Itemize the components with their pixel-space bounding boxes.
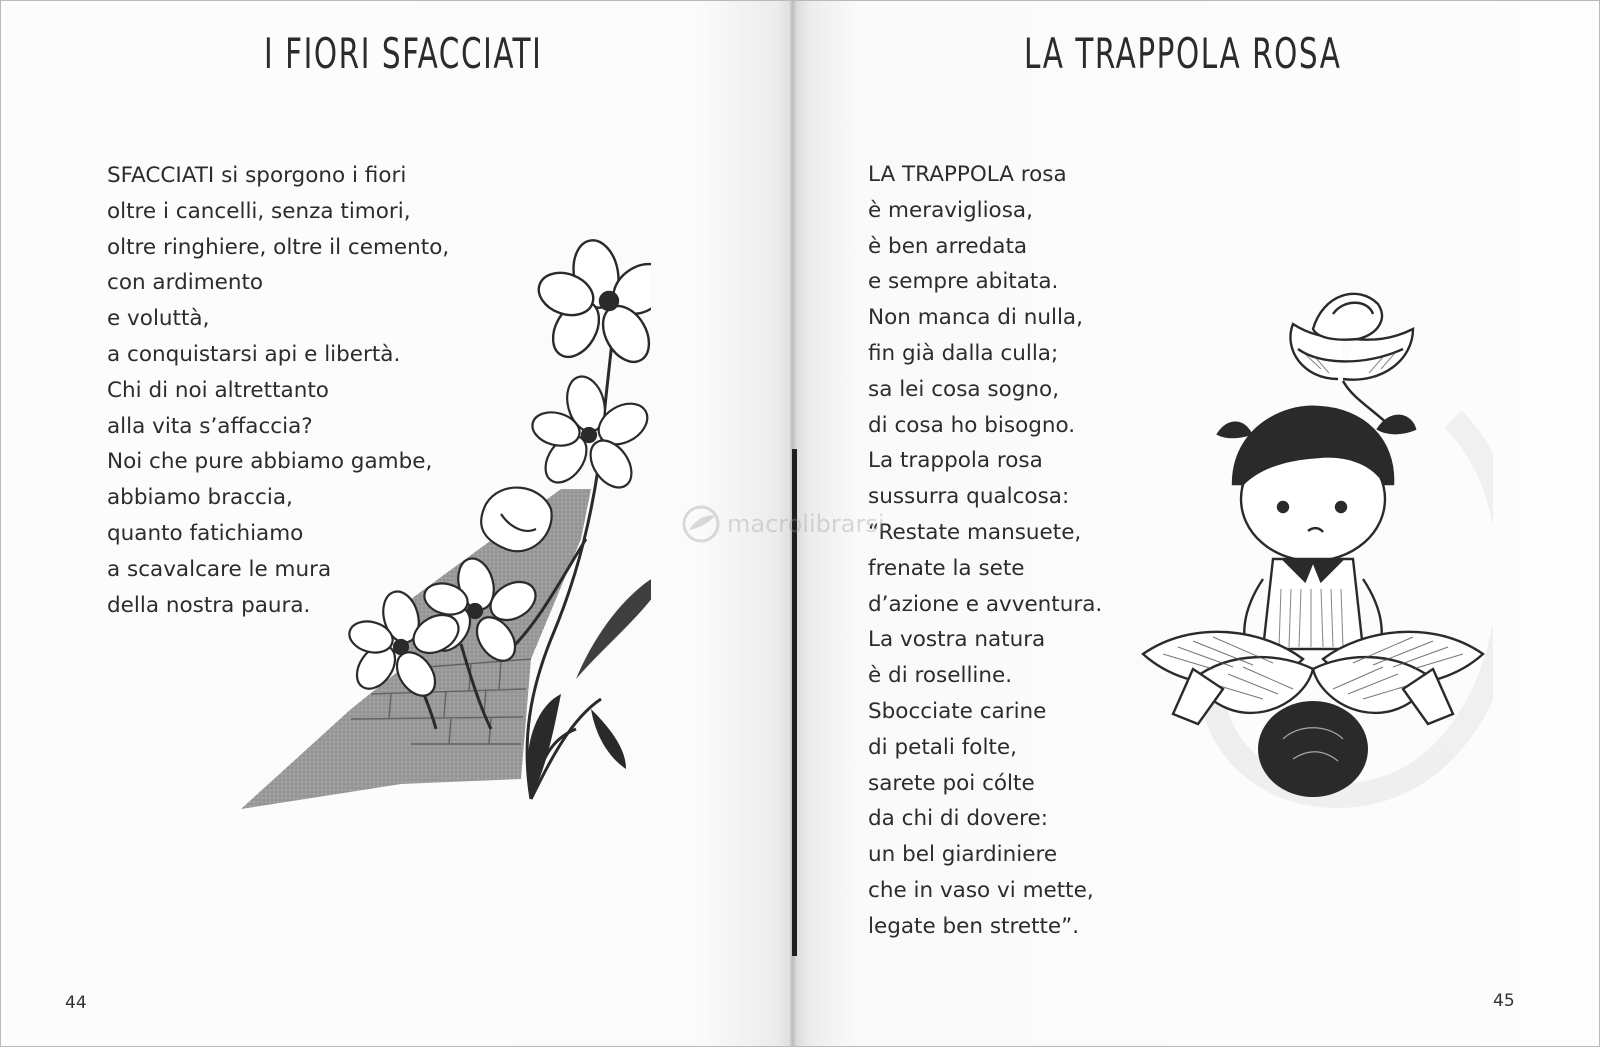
poem-line: LA TRAPPOLA rosa [868,162,1067,187]
girl-in-rose-illustration [1133,269,1493,829]
poem-line: della nostra paura. [107,592,311,618]
flowers-over-wall-illustration [231,239,651,839]
poem-line: abbiamo braccia, [107,485,293,511]
poem-line: è meravigliosa, [868,197,1033,223]
page-title: I FIORI SFACCIATI [264,29,543,78]
poem-line: Noi che pure abbiamo gambe, [107,449,433,475]
page-number: 44 [65,993,87,1013]
poem-line: La trappola rosa [868,448,1043,474]
poem-line: è di roselline. [868,663,1013,689]
poem-line: “Restate mansuete, [868,519,1082,545]
macrolibrarsi-logo-icon [681,504,721,544]
poem-line: frenate la sete [868,555,1025,581]
poem-line: di cosa ho bisogno. [868,412,1076,438]
page-number: 45 [1493,991,1515,1011]
left-page [1,1,793,1046]
poem-line: legate ben strette”. [868,913,1080,939]
page-title: LA TRAPPOLA ROSA [1024,29,1342,78]
poem-line: a scavalcare le mura [107,556,332,582]
poem-line: quanto fatichiamo [107,520,304,546]
poem-line: sarete poi cólte [868,770,1035,796]
poem [868,157,1102,945]
poem-line: e sempre abitata. [868,269,1059,295]
poem-line: SFACCIATI si sporgono i fiori [107,163,407,188]
poem-line: sussurra qualcosa: [868,484,1070,510]
poem-line: con ardimento [107,270,264,296]
poem-line: un bel giardiniere [868,842,1058,868]
watermark-text: macrolibrarsi [727,510,885,538]
poem-line: che in vaso vi mette, [868,877,1094,903]
watermark [681,499,941,549]
poem-line: La vostra natura [868,627,1046,653]
poem-line: Non manca di nulla, [868,305,1083,331]
poem-line: oltre i cancelli, senza timori, [107,198,411,224]
poem-line: di petali folte, [868,734,1017,760]
poem-line: da chi di dovere: [868,806,1048,832]
poem-line: d’azione e avventura. [868,591,1103,617]
poem-line: a conquistarsi api e libertà. [107,341,401,367]
poem-line: oltre ringhiere, oltre il cemento, [107,234,450,260]
poem-line: Sbocciate carine [868,698,1047,724]
poem-line: Chi di noi altrettanto [107,377,329,403]
poem-line: sa lei cosa sogno, [868,376,1060,402]
poem-line: e voluttà, [107,306,210,332]
poem-line: è ben arredata [868,233,1028,259]
poem-line: fin già dalla culla; [868,340,1059,366]
poem-line: alla vita s’affaccia? [107,413,313,439]
